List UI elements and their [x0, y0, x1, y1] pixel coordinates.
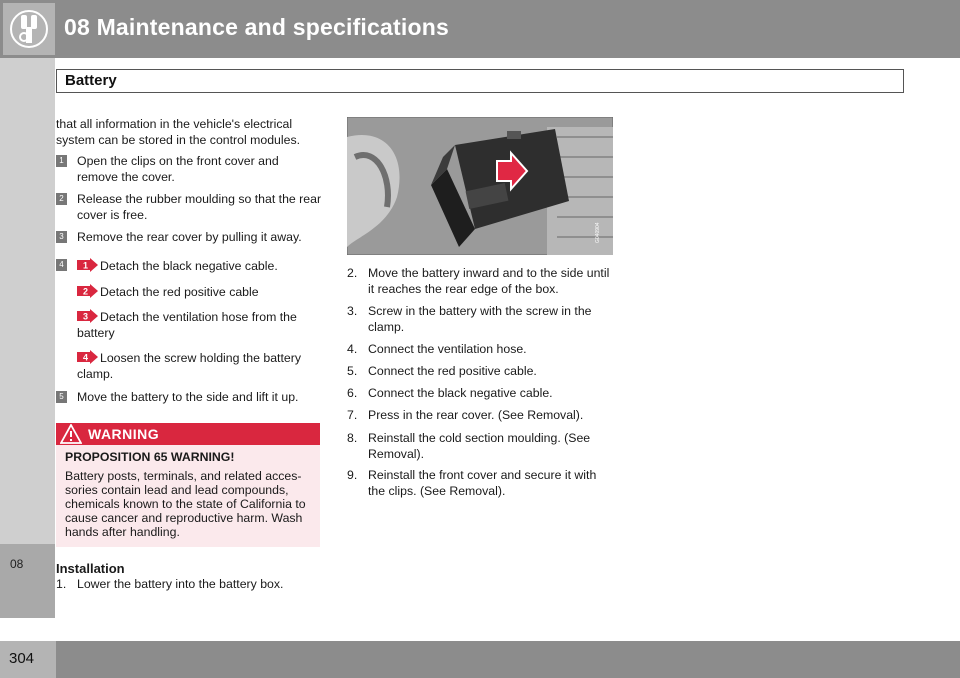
svg-text:3: 3 [83, 311, 89, 322]
substep: 3 Detach the ventilation hose from the battery [77, 310, 297, 340]
wrench-icon [3, 3, 55, 55]
svg-text:2: 2 [83, 286, 89, 297]
step-marker: 3 [56, 231, 67, 243]
step-text: Remove the rear cover by pulling it away. [77, 230, 302, 244]
step-text: Move the battery to the side and lift it up. [77, 390, 299, 404]
chapter-tab-number: 08 [10, 557, 24, 571]
page-number: 304 [9, 650, 35, 667]
arrow-badge-icon [77, 309, 98, 323]
svg-text:1: 1 [83, 260, 89, 271]
step-marker: 4 [56, 259, 67, 271]
chapter-tab[interactable] [0, 544, 55, 618]
chapter-sidebar [0, 58, 55, 618]
step-marker: 2 [56, 193, 67, 205]
intro-text: that all information in the vehicle's electrical system can be stored in the control modules. [56, 117, 301, 147]
arrow-badge-icon [77, 284, 98, 298]
warning-label: WARNING [88, 426, 160, 442]
step-text: Release the rubber moulding so that the rear cover is free. [77, 192, 322, 222]
warning-header [56, 423, 320, 445]
section-title-bar [56, 69, 904, 93]
chapter-title: 08 Maintenance and specifications [64, 14, 449, 40]
page-footer [0, 641, 960, 678]
section-title: Battery [65, 72, 117, 89]
substep: 2 Detach the red positive cable [77, 284, 320, 301]
page-number-box [0, 641, 56, 678]
warning-body: Battery posts, terminals, and related acces-sories contain lead and lead compounds, chemicals known to the state of California to cause cancer and reproductive harm. Wash hands after handling. [65, 469, 306, 539]
step-text: 1 Detach the black negative cable. [77, 258, 322, 275]
figure-code: G040904 [595, 222, 601, 243]
arrow-badge-icon [77, 350, 98, 364]
svg-text:4: 4 [83, 352, 89, 363]
substep: 4 Loosen the screw holding the battery clamp. [77, 351, 301, 381]
step-marker: 5 [56, 391, 67, 403]
arrow-badge-icon [77, 258, 98, 272]
battery-photo [347, 117, 613, 255]
step-text: Open the clips on the front cover and remove the cover. [77, 154, 279, 184]
warning-triangle-icon [60, 424, 82, 444]
warning-box [56, 423, 320, 547]
step-marker: 1 [56, 155, 67, 167]
warning-heading: PROPOSITION 65 WARNING! [65, 450, 235, 464]
chapter-header [0, 0, 960, 58]
installation-heading: Installation [56, 561, 125, 576]
